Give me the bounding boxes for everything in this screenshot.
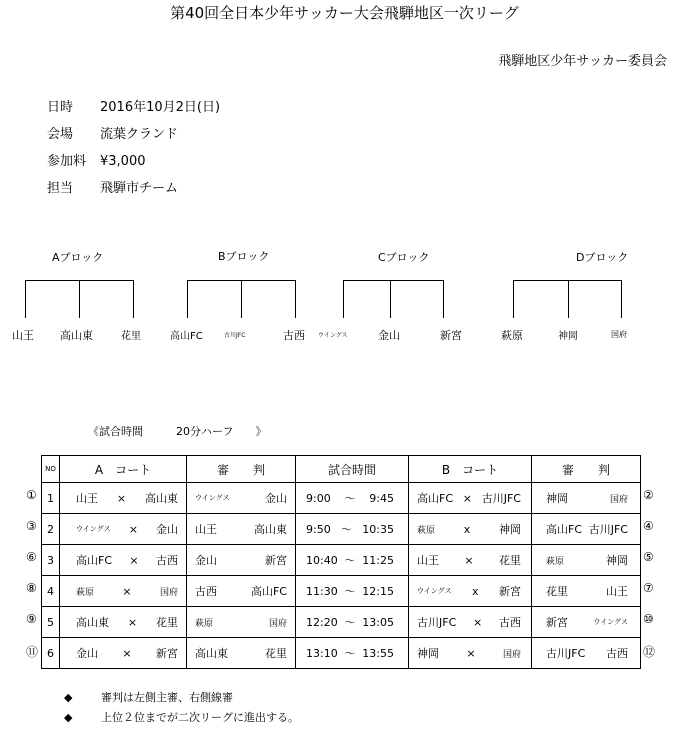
time-separator: ～ [341,523,352,536]
vs-mark: × [464,553,474,567]
schedule-row [42,514,641,545]
block-team: 新宮 [440,329,462,342]
left-match-order-mark: ⑧ [26,581,37,595]
team-name: 山王 [417,554,439,567]
end-time: 9:45 [369,491,394,505]
match-no: 1 [47,491,54,505]
vs-mark: × [462,491,472,505]
start-time: 9:00 [306,491,331,505]
block-team: 高山FC [170,331,203,342]
block-team: 高山東 [60,329,93,342]
referee-team: 萩原 [195,618,214,629]
block-b-title: Bブロック [218,250,270,263]
start-time: 11:30 [306,584,338,598]
referee-team: 花里 [546,585,568,598]
time-separator: ～ [344,647,356,660]
b-referee-cell [532,545,641,576]
right-match-order-mark: ④ [643,519,654,533]
match-no-cell [42,545,60,576]
right-match-order-mark: ⑤ [643,550,654,564]
block-team: 萩原 [501,329,523,342]
page-title: 第40回全日本少年サッカー大会飛騨地区一次リーグ [170,4,519,22]
time-cell [296,545,409,576]
block-team: 神岡 [558,331,578,342]
match-no: 2 [47,522,54,536]
referee-team: 古西 [195,585,217,598]
match-no-cell [42,514,60,545]
team-name: 古川JFC [481,492,521,505]
info-label: 会場 [47,127,74,142]
b-court-cell [409,545,532,576]
b-referee-cell [532,607,641,638]
vs-mark: × [116,491,127,505]
b-court-cell [409,483,532,514]
team-name: 古川JFC [417,616,457,629]
referee-team: ウイングス [593,618,628,626]
schedule-row [42,545,641,576]
block-team: ウイングス [318,332,348,339]
referee-team: 高山FC [250,585,287,598]
vs-mark: × [122,646,132,660]
time-separator: ～ [344,616,356,629]
referee-team: 山王 [195,523,217,536]
team-name: 古西 [498,616,521,629]
block-team: 古川JFC [224,332,246,339]
block-c-bracket [344,281,444,319]
match-no-cell [42,483,60,514]
a-referee-cell [187,638,296,669]
block-team: 国府 [611,330,627,339]
info-value: ¥3,000 [100,154,146,169]
start-time: 9:50 [306,522,331,536]
team-name: 山王 [76,492,98,505]
block-a-title: Aブロック [52,251,104,264]
a-court-cell [60,545,187,576]
start-time: 10:40 [306,553,338,567]
right-match-order-mark: ⑩ [643,612,654,626]
a-court-cell [60,576,187,607]
end-time: 11:25 [362,553,394,567]
referee-team: 古西 [606,647,628,660]
left-match-order-mark: ⑥ [26,550,37,564]
block-d-bracket [514,281,622,319]
a-referee-cell [187,545,296,576]
a-court-cell [60,514,187,545]
referee-team: 古川JFC [588,523,628,536]
info-label: 担当 [47,181,74,196]
b-referee-cell [532,514,641,545]
time-cell [296,514,409,545]
match-time-note: 《試合時間 20分ハーフ 》 [88,425,267,438]
b-court-cell [409,638,532,669]
match-no-cell [42,607,60,638]
info-label: 参加料 [47,154,87,169]
time-separator: ～ [344,585,356,598]
referee-team: 新宮 [546,616,568,629]
team-name: 新宮 [156,647,178,660]
time-cell [296,638,409,669]
vs-mark: x [463,522,471,536]
team-name: 高山東 [145,492,178,505]
time-separator: ～ [344,492,356,505]
header-b-referee: 審 判 [532,456,641,483]
header-no: NO [42,456,60,483]
header-a-court: A コート [60,456,187,483]
referee-team: 国府 [268,618,287,629]
schedule-header-row [42,456,641,483]
block-c-title: Cブロック [378,251,430,264]
referee-team: 神岡 [546,492,568,505]
left-match-order-mark: ⑨ [26,612,37,626]
block-team: 山王 [12,329,34,342]
right-match-order-mark: ⑫ [643,645,656,659]
b-court-cell [409,514,532,545]
a-referee-cell [187,607,296,638]
team-name: 神岡 [417,647,439,660]
start-time: 13:10 [306,646,338,660]
team-name: 萩原 [417,525,436,536]
a-referee-cell [187,576,296,607]
referee-team: 高山東 [195,647,228,660]
match-no-cell [42,576,60,607]
schedule-row [42,483,641,514]
block-d-title: Dブロック [576,251,629,264]
end-time: 12:15 [362,584,394,598]
note-text: 審判は左側主審、右側線審 [101,691,233,704]
diamond-bullet-icon: ◆ [64,711,73,724]
team-name: 古西 [155,554,178,567]
time-cell [296,607,409,638]
match-no-cell [42,638,60,669]
note-item [64,709,299,725]
block-team: 古西 [283,329,305,342]
time-cell [296,483,409,514]
schedule-table [41,455,641,669]
b-court-cell [409,576,532,607]
schedule-row [42,638,641,669]
info-value: 2016年10月2日(日) [100,100,221,115]
referee-team: 金山 [265,492,287,505]
a-referee-cell [187,514,296,545]
header-b-court: B コート [409,456,532,483]
header-a-referee: 審 判 [187,456,296,483]
vs-mark: x [472,584,479,598]
b-referee-cell [532,576,641,607]
header-time: 試合時間 [296,456,409,483]
info-label: 日時 [47,100,74,115]
match-no: 6 [47,646,54,660]
block-a-bracket [26,281,134,319]
team-name: 新宮 [498,585,521,598]
time-separator: ～ [344,554,356,567]
team-name: 花里 [156,616,178,629]
team-name: 高山FC [417,492,454,505]
vs-mark: × [122,584,132,598]
referee-team: 新宮 [265,554,287,567]
end-time: 13:55 [362,646,394,660]
vs-mark: × [473,615,483,629]
left-match-order-mark: ① [26,488,37,502]
b-court-cell [409,607,532,638]
team-name: 萩原 [76,587,95,598]
note-text: 上位２位までが二次リーグに進出する。 [101,711,299,724]
referee-team: 高山東 [254,523,287,536]
b-referee-cell [532,638,641,669]
vs-mark: × [466,646,476,660]
end-time: 10:35 [362,522,394,536]
team-name: 金山 [76,647,98,660]
diamond-bullet-icon: ◆ [64,691,73,704]
referee-team: 高山FC [546,523,583,536]
team-name: ウイングス [76,525,111,533]
right-match-order-mark: ② [643,488,654,502]
referee-team: 山王 [606,585,628,598]
time-cell [296,576,409,607]
a-court-cell [60,607,187,638]
referee-team: 金山 [195,554,217,567]
match-no: 3 [47,553,54,567]
match-no: 5 [47,615,54,629]
team-name: 国府 [159,587,178,598]
match-no: 4 [47,584,54,598]
referee-team: 古川JFC [546,647,586,660]
team-name: 花里 [499,554,521,567]
right-match-order-mark: ⑦ [643,581,654,595]
referee-team: 花里 [265,647,287,660]
end-time: 13:05 [362,615,394,629]
team-name: ウイングス [417,587,452,595]
left-match-order-mark: ⑪ [26,645,39,659]
note-item [64,689,233,705]
referee-team: 国府 [609,494,628,505]
referee-team: ウイングス [195,494,230,502]
vs-mark: × [129,553,139,567]
left-match-order-mark: ③ [26,519,37,533]
schedule-row [42,576,641,607]
a-court-cell [60,638,187,669]
vs-mark: × [128,522,138,536]
block-team: 花里 [121,331,141,342]
block-b-bracket [188,281,296,319]
b-referee-cell [532,483,641,514]
team-name: 高山FC [76,554,113,567]
team-name: 神岡 [499,523,521,536]
a-referee-cell [187,483,296,514]
referee-team: 神岡 [606,554,628,567]
info-value: 飛騨市チーム [100,181,179,196]
team-name: 金山 [156,523,178,536]
team-name: 国府 [502,649,521,660]
vs-mark: × [127,615,138,629]
a-court-cell [60,483,187,514]
info-value: 流葉クランド [100,127,179,142]
block-team: 金山 [378,329,400,342]
schedule-row [42,607,641,638]
referee-team: 萩原 [546,556,565,567]
start-time: 12:20 [306,615,338,629]
block-brackets [0,0,689,360]
organizer: 飛騨地区少年サッカー委員会 [498,54,667,69]
team-name: 高山東 [76,616,109,629]
